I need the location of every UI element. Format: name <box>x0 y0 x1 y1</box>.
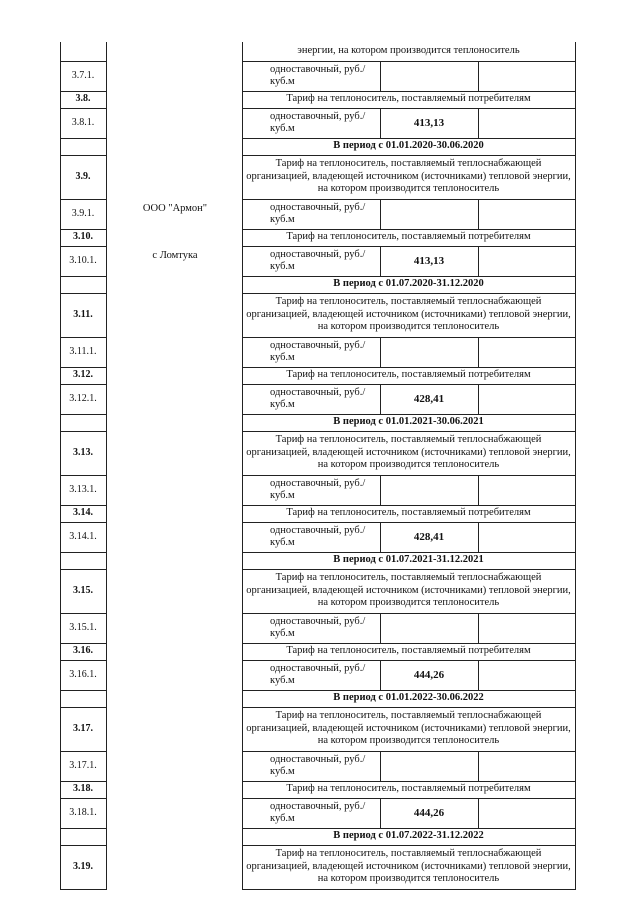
table-rule <box>60 845 107 846</box>
row-number: 3.9.1. <box>71 207 95 219</box>
row-number: 3.12. <box>73 369 93 381</box>
row-number: 3.19. <box>73 860 93 872</box>
table-rule <box>478 751 479 781</box>
table-rule <box>242 889 576 890</box>
table-rule <box>575 845 576 889</box>
table-rule <box>242 91 576 92</box>
table-rule <box>242 522 576 523</box>
table-rule <box>380 751 381 781</box>
table-rule <box>242 690 243 707</box>
table-rule <box>478 337 479 367</box>
period-header: В период с 01.01.2022-30.06.2022 <box>333 692 484 704</box>
table-rule <box>242 61 576 62</box>
section-header: Тариф на теплоноситель, поставляемый потребителям <box>286 93 531 105</box>
table-rule <box>478 199 479 229</box>
row-number: 3.10.1. <box>69 254 97 266</box>
table-rule <box>242 845 243 889</box>
table-rule <box>242 367 243 384</box>
table-rule <box>60 229 107 230</box>
table-rule <box>60 276 107 277</box>
table-rule <box>60 522 107 523</box>
table-rule <box>242 199 576 200</box>
table-rule <box>575 475 576 505</box>
tariff-unit: одноставочный, руб./куб.м <box>270 662 366 686</box>
table-rule <box>575 798 576 828</box>
table-rule <box>242 552 243 569</box>
period-header: В период с 01.07.2020-31.12.2020 <box>333 278 484 290</box>
table-rule <box>380 246 381 276</box>
row-number: 3.15. <box>73 584 93 596</box>
table-rule <box>242 384 243 414</box>
table-rule <box>575 552 576 569</box>
row-number: 3.17.1. <box>69 759 97 771</box>
row-number: 3.18. <box>73 783 93 795</box>
tariff-value <box>380 199 478 229</box>
table-rule <box>242 643 576 644</box>
table-rule <box>380 61 381 91</box>
table-rule <box>242 108 576 109</box>
table-rule <box>575 660 576 690</box>
table-rule <box>60 108 107 109</box>
table-rule <box>60 613 107 614</box>
table-rule <box>60 781 107 782</box>
table-rule <box>242 414 576 415</box>
table-rule <box>242 660 576 661</box>
table-rule <box>242 781 576 782</box>
table-rule <box>575 293 576 337</box>
table-rule <box>478 61 479 91</box>
table-rule <box>575 61 576 91</box>
table-rule <box>478 613 479 643</box>
table-rule <box>575 276 576 293</box>
table-rule <box>575 367 576 384</box>
table-rule <box>242 138 243 155</box>
table-rule <box>575 751 576 781</box>
table-rule <box>242 707 243 751</box>
table-rule <box>60 246 107 247</box>
table-rule <box>242 367 576 368</box>
table-rule <box>60 751 107 752</box>
table-rule <box>242 384 576 385</box>
tariff-unit: одноставочный, руб./куб.м <box>270 800 366 824</box>
section-header: Тариф на теплоноситель, поставляемый потребителям <box>286 369 531 381</box>
table-rule <box>380 475 381 505</box>
table-rule <box>242 276 243 293</box>
table-rule <box>478 108 479 138</box>
row-number: 3.16.1. <box>69 668 97 680</box>
period-header: В период с 01.07.2021-31.12.2021 <box>333 554 484 566</box>
table-rule <box>242 505 576 506</box>
table-rule <box>575 414 576 431</box>
table-rule <box>242 828 243 845</box>
continuation-text: энергии, на котором производится теплоноситель <box>297 45 520 57</box>
section-header: Тариф на теплоноситель, поставляемый потребителям <box>286 231 531 243</box>
table-rule <box>242 414 243 431</box>
tariff-value <box>380 751 478 781</box>
row-number: 3.15.1. <box>69 621 97 633</box>
table-rule <box>242 781 243 798</box>
table-rule <box>242 798 243 828</box>
section-description: Тариф на теплоноситель, поставляемый теплоснабжающей организацией, владеющей источником (источниками) тепловой энергии, на котором производится теплоноситель <box>246 158 571 195</box>
table-rule <box>242 707 576 708</box>
table-rule <box>60 61 107 62</box>
row-number: 3.14.1. <box>69 530 97 542</box>
row-number: 3.9. <box>75 170 91 182</box>
table-rule <box>242 108 243 138</box>
table-rule <box>575 337 576 367</box>
table-rule <box>242 199 243 229</box>
tariff-value <box>380 475 478 505</box>
row-number: 3.8. <box>75 93 91 105</box>
table-rule <box>575 155 576 199</box>
table-rule <box>242 569 576 570</box>
table-rule <box>242 246 576 247</box>
tariff-unit: одноставочный, руб./куб.м <box>270 63 366 87</box>
table-rule <box>478 798 479 828</box>
tariff-unit: одноставочный, руб./куб.м <box>270 524 366 548</box>
table-rule <box>242 751 243 781</box>
table-rule <box>60 643 107 644</box>
tariff-value: 444,26 <box>413 668 445 681</box>
tariff-unit: одноставочный, руб./куб.м <box>270 615 366 639</box>
tariff-value <box>380 61 478 91</box>
row-number: 3.8.1. <box>71 116 95 128</box>
period-header: В период с 01.07.2022-31.12.2022 <box>333 830 484 842</box>
table-rule <box>575 505 576 522</box>
table-rule <box>242 643 243 660</box>
table-rule <box>60 155 107 156</box>
table-rule <box>60 660 107 661</box>
table-rule <box>575 91 576 108</box>
tariff-unit: одноставочный, руб./куб.м <box>270 477 366 501</box>
row-number: 3.17. <box>73 722 93 734</box>
tariff-unit: одноставочный, руб./куб.м <box>270 110 366 134</box>
table-rule <box>478 475 479 505</box>
row-number: 3.16. <box>73 645 93 657</box>
table-rule <box>575 229 576 246</box>
row-number: 3.13. <box>73 446 93 458</box>
table-rule <box>575 384 576 414</box>
section-header: Тариф на теплоноситель, поставляемый потребителям <box>286 783 531 795</box>
table-rule <box>60 199 107 200</box>
table-rule <box>575 199 576 229</box>
table-rule <box>242 690 576 691</box>
section-description: Тариф на теплоноситель, поставляемый теплоснабжающей организацией, владеющей источником (источниками) тепловой энергии, на котором производится теплоноситель <box>246 572 571 609</box>
organization-name: ООО "Армон" <box>142 203 208 214</box>
table-rule <box>60 889 107 890</box>
table-rule <box>242 845 576 846</box>
table-rule <box>575 569 576 613</box>
table-rule <box>242 91 243 108</box>
table-rule <box>478 522 479 552</box>
table-rule <box>242 431 576 432</box>
section-header: Тариф на теплоноситель, поставляемый потребителям <box>286 507 531 519</box>
tariff-unit: одноставочный, руб./куб.м <box>270 201 366 225</box>
table-rule <box>242 155 576 156</box>
table-rule <box>242 660 243 690</box>
row-number: 3.11.1. <box>69 345 97 357</box>
table-rule <box>478 246 479 276</box>
row-number: 3.14. <box>73 507 93 519</box>
table-rule <box>60 707 107 708</box>
table-rule <box>60 552 107 553</box>
row-number: 3.7.1. <box>71 69 95 81</box>
tariff-value: 413,13 <box>413 116 445 129</box>
period-header: В период с 01.01.2020-30.06.2020 <box>333 140 484 152</box>
tariff-unit: одноставочный, руб./куб.м <box>270 248 366 272</box>
table-rule <box>242 337 576 338</box>
table-rule <box>60 42 61 890</box>
tariff-value: 413,13 <box>413 254 445 267</box>
table-rule <box>242 475 243 505</box>
table-rule <box>242 61 243 91</box>
table-rule <box>242 293 576 294</box>
tariff-unit: одноставочный, руб./куб.м <box>270 386 366 410</box>
table-rule <box>575 431 576 475</box>
table-rule <box>60 414 107 415</box>
section-description: Тариф на теплоноситель, поставляемый теплоснабжающей организацией, владеющей источником (источниками) тепловой энергии, на котором производится теплоноситель <box>246 848 571 885</box>
table-rule <box>380 384 381 414</box>
table-rule <box>242 475 576 476</box>
table-rule <box>575 643 576 660</box>
table-rule <box>242 751 576 752</box>
table-rule <box>478 384 479 414</box>
table-rule <box>242 229 576 230</box>
table-rule <box>380 199 381 229</box>
table-rule <box>575 42 576 61</box>
table-rule <box>242 613 576 614</box>
section-description: Тариф на теплоноситель, поставляемый теплоснабжающей организацией, владеющей источником (источниками) тепловой энергии, на котором производится теплоноситель <box>246 434 571 471</box>
table-rule <box>380 108 381 138</box>
table-rule <box>242 552 576 553</box>
table-rule <box>380 798 381 828</box>
table-rule <box>575 707 576 751</box>
table-rule <box>575 522 576 552</box>
table-rule <box>242 293 243 337</box>
table-rule <box>575 781 576 798</box>
table-rule <box>60 475 107 476</box>
table-rule <box>575 690 576 707</box>
table-rule <box>60 828 107 829</box>
tariff-unit: одноставочный, руб./куб.м <box>270 339 366 363</box>
table-rule <box>380 660 381 690</box>
tariff-unit: одноставочный, руб./куб.м <box>270 753 366 777</box>
table-rule <box>242 522 243 552</box>
tariff-value <box>380 337 478 367</box>
tariff-value: 444,26 <box>413 806 445 819</box>
table-rule <box>242 828 576 829</box>
table-rule <box>575 138 576 155</box>
table-rule <box>242 431 243 475</box>
table-rule <box>60 690 107 691</box>
table-rule <box>242 798 576 799</box>
period-header: В период с 01.01.2021-30.06.2021 <box>333 416 484 428</box>
table-rule <box>575 246 576 276</box>
row-number: 3.12.1. <box>69 392 97 404</box>
table-rule <box>60 798 107 799</box>
table-rule <box>60 505 107 506</box>
table-rule <box>242 42 243 61</box>
row-number: 3.10. <box>73 231 93 243</box>
table-rule <box>242 569 243 613</box>
section-description: Тариф на теплоноситель, поставляемый теплоснабжающей организацией, владеющей источником (источниками) тепловой энергии, на котором производится теплоноситель <box>246 296 571 333</box>
table-rule <box>60 384 107 385</box>
table-rule <box>242 613 243 643</box>
table-rule <box>242 155 243 199</box>
table-rule <box>575 613 576 643</box>
table-rule <box>60 367 107 368</box>
tariff-value: 428,41 <box>413 530 445 543</box>
table-rule <box>60 138 107 139</box>
table-rule <box>60 337 107 338</box>
table-rule <box>242 505 243 522</box>
table-rule <box>60 91 107 92</box>
table-rule <box>106 42 107 890</box>
table-rule <box>242 229 243 246</box>
table-rule <box>242 337 243 367</box>
table-rule <box>380 613 381 643</box>
locality-name: с Ломтука <box>152 250 198 261</box>
section-header: Тариф на теплоноситель, поставляемый потребителям <box>286 645 531 657</box>
table-rule <box>575 108 576 138</box>
table-rule <box>242 138 576 139</box>
tariff-value <box>380 613 478 643</box>
table-rule <box>242 276 576 277</box>
table-rule <box>60 431 107 432</box>
row-number: 3.18.1. <box>69 806 97 818</box>
table-rule <box>242 246 243 276</box>
row-number: 3.13.1. <box>69 483 97 495</box>
section-description: Тариф на теплоноситель, поставляемый теплоснабжающей организацией, владеющей источником (источниками) тепловой энергии, на котором производится теплоноситель <box>246 710 571 747</box>
table-rule <box>380 337 381 367</box>
table-rule <box>60 293 107 294</box>
table-rule <box>380 522 381 552</box>
row-number: 3.11. <box>73 308 93 320</box>
table-rule <box>60 569 107 570</box>
tariff-value: 428,41 <box>413 392 445 405</box>
table-rule <box>575 828 576 845</box>
table-rule <box>478 660 479 690</box>
